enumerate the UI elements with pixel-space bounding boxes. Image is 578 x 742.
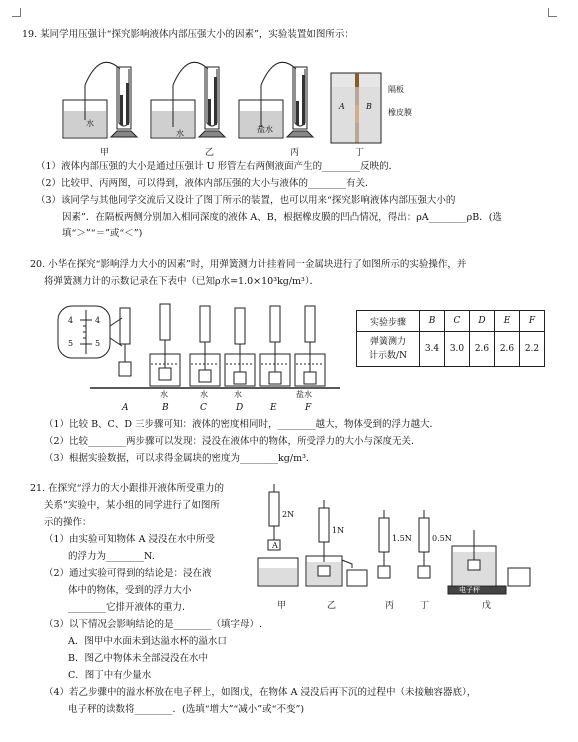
q21-sub2-line1: （2）通过实验可得到的结论是：浸在液 (44, 568, 212, 579)
q21-sub1-line1: （1）由实验可知物体 A 浸没在水中所受 (44, 534, 215, 545)
q21-reading-bing: 1.5N (392, 534, 412, 543)
q19-sub3-line2: 因素”．在隔板两侧分别加入相同深度的液体 A、B，根据橡皮膜的凹凸情况，得出：ρA________ρB．(选 (62, 212, 502, 223)
table-value-cell: 3.4 (420, 332, 445, 367)
q21-title-line1: 21. 在探究“浮力的大小跟排开液体所受重力的 (30, 483, 224, 494)
q21-reading-ding: 0.5N (432, 534, 452, 543)
q20-sub3: （3）根据实验数据，可以求得金属块的密度为________kg/m³． (44, 453, 316, 464)
q20-data-table (356, 310, 545, 367)
q20-fig-label-d: D (236, 403, 244, 413)
q19-ding-label-a: A (339, 102, 345, 111)
q20-sub1: （1）比较 B、C、D 三步骤可知：液体的密度相同时，________越大，物体受到的浮力越大． (44, 419, 439, 430)
table-step-cell: D (470, 311, 495, 332)
q20-beaker-label-c: 水 (200, 390, 208, 399)
q20-fig-label-b: B (162, 403, 169, 413)
q19-sub3-line3: 填“＞”“＝”或“＜”) (62, 228, 143, 239)
q19-membrane-label: 橡皮膜 (388, 108, 412, 117)
q21-sub3: （3）以下情况会影响结论的是________（填字母）. (44, 619, 263, 630)
table-row (357, 311, 545, 332)
corner-mark-top-left (12, 8, 21, 17)
q21-fig-label-bing: 丙 (385, 601, 395, 611)
q21-sub2-line2: 体中的物体，受到的浮力大小 (68, 585, 192, 596)
q21-title-line3: 示的操作： (44, 517, 92, 528)
q21-fig-label-wu: 戊 (482, 601, 492, 611)
q20-scale-tick-2: 4 (95, 316, 101, 325)
q20-fig-label-e: E (270, 403, 277, 413)
q19-sub3-line1: （3）该同学与其他同学交流后又设计了图丁所示的装置，也可以用来“探究影响液体内部压强大小的 (36, 195, 456, 206)
q21-sub2-line3: ________它排开液体的重力． (68, 602, 192, 613)
q19-fig-label-ding: 丁 (355, 148, 365, 158)
table-value-cell: 2.6 (470, 332, 495, 367)
q19-liquid-label-bing: 盐水 (257, 125, 273, 134)
q21-fig-label-yi: 乙 (327, 601, 337, 611)
q19-liquid-label-jia: 水 (86, 119, 94, 128)
table-row (357, 332, 545, 367)
q19-fig-label-jia: 甲 (100, 148, 110, 158)
q20-sub2: （2）比较________两步骤可以发现：浸没在液体中的物体，所受浮力的大小与深度无关． (44, 436, 421, 447)
q21-sub4-line2: 电子秤的读数将________．(选填“增大”“减小”或“不变”) (68, 704, 305, 715)
q20-beaker-label-b: 水 (160, 390, 168, 399)
table-header-cell: 实验步骤 (357, 311, 420, 332)
table-value-cell: 3.0 (445, 332, 470, 367)
table-step-cell: E (495, 311, 520, 332)
q20-fig-label-c: C (200, 403, 207, 413)
table-step-cell: C (445, 311, 470, 332)
q19-partition-label: 隔板 (388, 85, 404, 94)
q21-option-a: A．图甲中水面未到达溢水杯的溢水口 (68, 636, 227, 647)
q19-ding-label-b: B (366, 102, 372, 111)
q20-scale-tick-4: 5 (95, 339, 101, 348)
corner-mark-top-right (548, 8, 557, 17)
q19-sub1: （1）液体内部压强的大小是通过压强计 U 形管左右两侧液面产生的________反映的． (36, 161, 399, 172)
q19-fig-label-yi: 乙 (205, 148, 215, 158)
table-value-cell: 2.2 (520, 332, 545, 367)
q20-scale-tick-3: 5 (68, 339, 74, 348)
q21-option-b: B．图乙中物体未全部浸没在水中 (68, 653, 208, 664)
q21-sub4-line1: （4）若乙步骤中的溢水杯放在电子秤上，如图戊，在物体 A 浸没后再下沉的过程中（未接触容器底）， (44, 687, 477, 698)
q19-fig-label-bing: 丙 (290, 148, 300, 158)
table-row-label-line2: 计示数/N (369, 351, 407, 361)
q19-title: 19. 某同学用压强计“探究影响液体内部压强大小的因素”，实验装置如图所示： (22, 29, 354, 40)
table-row-label-cell (357, 332, 420, 367)
table-step-cell: F (520, 311, 545, 332)
q20-fig-label-f: F (305, 403, 312, 413)
q20-beaker-label-f: 盐水 (296, 390, 312, 399)
q19-sub2: （2）比较甲、丙两图，可以得到，液体内部压强的大小与液体的________有关． (36, 178, 375, 189)
q20-scale-tick-1: 4 (68, 316, 74, 325)
table-row-label-line1: 弹簧测力 (369, 337, 406, 347)
q20-title-line1: 20. 小华在探究“影响浮力大小的因素”时，用弹簧测力计挂着同一金属块进行了如图所示的实验操作，并 (30, 259, 467, 270)
q21-fig-label-ding: 丁 (420, 601, 430, 611)
q20-fig-label-a: A (122, 403, 129, 413)
q21-option-c: C．图丁中有少量水 (68, 670, 152, 681)
q20-title-line2: 将弹簧测力计的示数记录在下表中（已知ρ水=1.0×10³kg/m³）． (44, 276, 320, 287)
q20-beaker-label-d: 水 (234, 390, 242, 399)
q21-title-line2: 关系”实验中，某小组的同学进行了如图所 (44, 500, 220, 511)
table-step-cell: B (420, 311, 445, 332)
q21-reading-jia: 2N (282, 510, 295, 519)
q21-block-label: A (272, 541, 278, 550)
q21-sub1-line2: 的浮力为________N. (68, 551, 155, 562)
q19-figure (55, 45, 395, 155)
q21-scale-label: 电子秤 (459, 586, 480, 594)
q21-reading-yi: 1N (332, 526, 345, 535)
table-value-cell: 2.6 (495, 332, 520, 367)
q19-liquid-label-yi: 水 (176, 129, 184, 138)
q21-fig-label-jia: 甲 (277, 601, 287, 611)
